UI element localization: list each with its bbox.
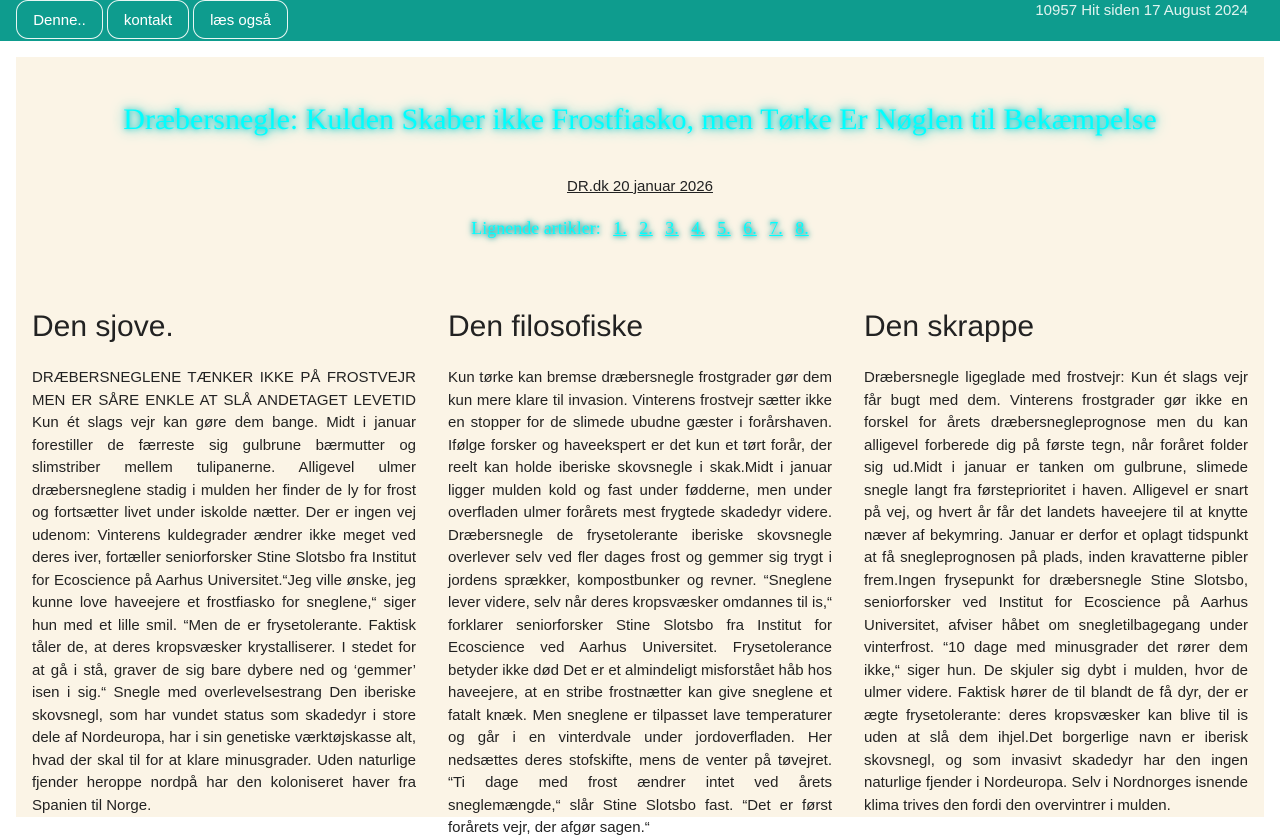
related-link-7[interactable]: 7. xyxy=(769,218,783,238)
related-articles xyxy=(0,218,1280,239)
related-link-6[interactable]: 6. xyxy=(743,218,757,238)
related-link-1[interactable]: 1. xyxy=(613,218,627,238)
hit-counter: 10957 Hit siden 17 August 2024 xyxy=(1035,2,1248,19)
related-label: Lignende artikler: xyxy=(471,218,601,238)
column-heading: Den sjove. xyxy=(32,310,174,343)
nav-button-kontakt[interactable]: kontakt xyxy=(107,0,189,39)
column-text: Dræbersnegle ligeglade med frostvejr: Kun ét slags vejr får bugt med dem. Vinterens frostgrader gør ikke en forskel for årets dræbersnegleprognose men du kan alligevel forberede dig på første tegn, når foråret folder sig ud.Midt i januar er tanken om gulbrune, slimede snegle langt fra førsteprioritet i haven. Alligevel er snart på vej, og hvert år får det landets haveejere til at knytte næver af bekymring. Januar er derfor et oplagt tidspunkt at få snegleprognosen på plads, inden kravatterne pibler frem.Ingen frysepunkt for dræbersnegle Stine Slotsbo, seniorforsker ved Institut for Ecoscience på Aarhus Universitet, afviser håbet om snegletilbagegang under vinterfrost. “10 dage med minusgrader det rører dem ikke,“ siger hun. De skjuler sig dybt i mulden, hvor de ulmer videre. Faktisk hører de til blandt de få dyr, der er ægte frysetolerante: deres kropsvæsker kan blive til is uden at slå dem ihjel.Det borgerlige navn er iberisk skovsnegl, og som invasivt skadedyr har den ingen naturlige fjender i Nordeuropa. Selv i Nordnorges isnende klima trives den fordi den overvintrer i mulden. xyxy=(864,369,1248,814)
column-skrappe xyxy=(864,308,1248,817)
column-filosofiske xyxy=(448,308,832,840)
nav-button-laes-ogsaa[interactable]: læs også xyxy=(193,0,288,39)
article-source[interactable] xyxy=(0,178,1280,195)
column-text: Kun tørke kan bremse dræbersnegle frostgrader gør dem kun mere klare til invasion. Vinterens frostvejr sætter ikke en stopper for de slimede ubudne gæster i forårshaven. Ifølge forsker og haveekspert er det kun et tørt forår, der reelt kan holde iberiske skovsnegle i skak.Midt i januar ligger mulden kold og fast under fødderne, men under overfladen ulmer forårets mest frygtede skadedyr videre. Dræbersnegle de frysetolerante iberiske skovsnegle overlever selv ved fler dages frost og gemmer sig trygt i jordens sprækker, kompostbunker og revner. “Sneglene lever videre, selv når deres kropsvæsker omdannes til is,“ forklarer seniorforsker Stine Slotsbo fra Institut for Ecoscience ved Aarhus Universitet. Frysetolerance betyder ikke død Det er et almindeligt misforstået håb hos haveejere, at en stribe frostnætter kan give sneglene et fatalt knæk. Men sneglene er tilpasset lave temperaturer og går i en vinterdvale under jordoverfladen. Her nedsættes deres stofskifte, mens de venter på tøvejret. “Ti dage med frost ændrer intet ved årets sneglemængde,“ slår Stine Slotsbo fast. “Det er først forårets vejr, der afgør sagen.“ xyxy=(448,369,832,836)
related-link-8[interactable]: 8. xyxy=(795,218,809,238)
source-link[interactable]: DR.dk 20 januar 2026 xyxy=(567,178,713,195)
top-navigation-bar xyxy=(0,0,1280,41)
column-sjove xyxy=(32,308,416,817)
article-title: Dræbersnegle: Kulden Skaber ikke Frostfiasko, men Tørke Er Nøglen til Bekæmpelse xyxy=(123,103,1157,136)
nav-button-denne[interactable]: Denne.. xyxy=(16,0,103,39)
related-link-3[interactable]: 3. xyxy=(665,218,679,238)
column-text: DRÆBERSNEGLENE TÆNKER IKKE PÅ FROSTVEJR MEN ER SÅRE ENKLE AT SLÅ ANDETAGET LEVETID Kun ét slags vejr kan gøre dem bange. Midt i januar forestiller de færreste sig gulbrune bærmutter og slimstriber mellem tulipanerne. Alligevel ulmer dræbersneglene stadig i mulden her finder de ly for frost og fortsætter livet under iskolde nætter. Der er ingen vej udenom: Vinterens kuldegrader ændrer ikke meget ved deres iver, fortæller seniorforsker Stine Slotsbo fra Institut for Ecoscience på Aarhus Universitet.“Jeg ville ønske, jeg kunne love haveejere et frostfiasko for sneglene,“ siger hun med et lille smil. “Men de er frysetolerante. Faktisk tåler de, at deres kropsvæsker krystalliserer. I stedet for at gå i stå, graver de sig bare dybere ned og ‘gemmer’ isen i sig.“ Snegle med overlevelsestrang Den iberiske skovsnegl, som har vundet status som skadedyr i store dele af Nordeuropa, har i sin genetiske værktøjskasse alt, hvad der skal til for at klare minusgrader. Uden naturlige fjender heroppe nordpå har den koloniseret haver fra Spanien til Norge. xyxy=(32,369,416,814)
related-link-4[interactable]: 4. xyxy=(691,218,705,238)
column-heading: Den filosofiske xyxy=(448,310,644,343)
column-heading: Den skrappe xyxy=(864,310,1035,343)
related-link-5[interactable]: 5. xyxy=(717,218,731,238)
related-link-2[interactable]: 2. xyxy=(639,218,653,238)
